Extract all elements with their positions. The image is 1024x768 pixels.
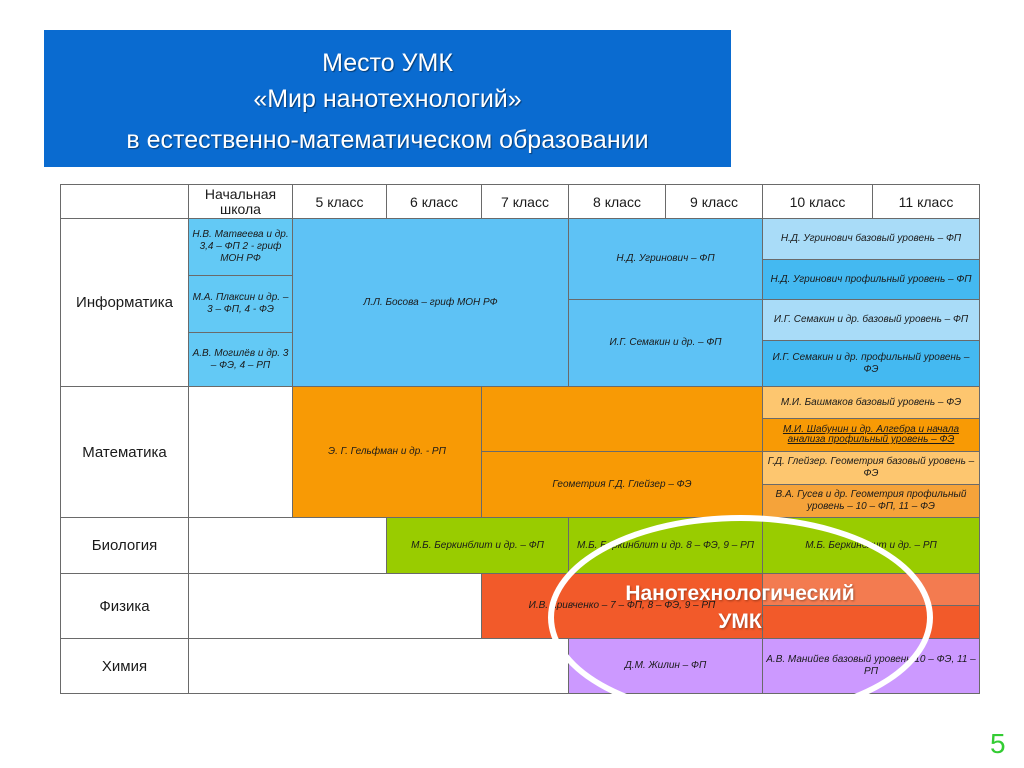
chemistry-zhilin: Д.М. Жилин – ФП bbox=[568, 638, 763, 694]
informatics-semakin-8-9: И.Г. Семакин и др. – ФП bbox=[568, 299, 763, 387]
header-grade-7: 7 класс bbox=[481, 184, 569, 219]
informatics-ugrinovich-8-9: Н.Д. Угринович – ФП bbox=[568, 218, 763, 300]
header-grade-5: 5 класс bbox=[292, 184, 387, 219]
math-bashmakov: М.И. Башмаков базовый уровень – ФЭ bbox=[762, 386, 980, 419]
header-grade-10: 10 класс bbox=[762, 184, 873, 219]
header-grade-11: 11 класс bbox=[872, 184, 980, 219]
title-line-2: «Мир нанотехнологий» bbox=[253, 85, 522, 113]
header-elementary: Начальная школа bbox=[188, 184, 293, 219]
header-corner bbox=[60, 184, 189, 219]
nanotech-label-line-1: Нанотехнологический bbox=[625, 582, 855, 605]
informatics-ugrinovich-profile: Н.Д. Угринович профильный уровень – ФП bbox=[762, 259, 980, 300]
informatics-bosova: Л.Л. Босова – гриф МОН РФ bbox=[292, 218, 569, 387]
physics-empty bbox=[188, 573, 482, 639]
chemistry-maniyev: А.В. Манийев базовый уровень 10 – ФЭ, 11 – РП bbox=[762, 638, 980, 694]
math-7-9-empty bbox=[481, 386, 763, 452]
biology-berkinblit-5-7: М.Б. Беркинблит и др. – ФП bbox=[386, 517, 569, 574]
informatics-matveeva: Н.В. Матвеева и др. 3,4 – ФП 2 - гриф МОН РФ bbox=[188, 218, 293, 276]
chemistry-empty bbox=[188, 638, 569, 694]
math-elementary-empty bbox=[188, 386, 293, 518]
biology-berkinblit-8-9: М.Б. Беркинблит и др. 8 – ФЭ, 9 – РП bbox=[568, 517, 763, 574]
physics-krivchenko: И.В. Кривченко – 7 – ФП, 8 – ФЭ, 9 – РП bbox=[481, 573, 763, 639]
biology-empty bbox=[188, 517, 387, 574]
subject-physics: Физика bbox=[60, 573, 189, 639]
subject-chemistry: Химия bbox=[60, 638, 189, 694]
nanotech-label-line-2: УМК bbox=[718, 610, 762, 633]
page-number: 5 bbox=[990, 728, 1006, 759]
math-gusev: В.А. Гусев и др. Геометрия профильный уровень – 10 – ФП, 11 – ФЭ bbox=[762, 484, 980, 518]
math-gelfman: Э. Г. Гельфман и др. - РП bbox=[292, 386, 482, 518]
slide-title bbox=[44, 30, 731, 167]
biology-berkinblit-10-11: М.Б. Беркинблит и др. – РП bbox=[762, 517, 980, 574]
math-geometry-glazer: Геометрия Г.Д. Глейзер – ФЭ bbox=[481, 451, 763, 518]
subject-informatics: Информатика bbox=[60, 218, 189, 387]
informatics-plaksin: М.А. Плаксин и др. – 3 – ФП, 4 - ФЭ bbox=[188, 275, 293, 333]
header-grade-9: 9 класс bbox=[665, 184, 763, 219]
informatics-semakin-profile: И.Г. Семакин и др. профильный уровень – ФЭ bbox=[762, 340, 980, 387]
informatics-mogilev: А.В. Могилёв и др. 3 – ФЭ, 4 – РП bbox=[188, 332, 293, 387]
math-shabunin: М.И. Шабунин и др. Алгебра и начала анализа профильный уровень – ФЭ bbox=[762, 418, 980, 452]
informatics-semakin-basic: И.Г. Семакин и др. базовый уровень – ФП bbox=[762, 299, 980, 341]
title-line-3: в естественно-математическом образовании bbox=[126, 126, 649, 154]
subject-biology: Биология bbox=[60, 517, 189, 574]
header-grade-8: 8 класс bbox=[568, 184, 666, 219]
title-line-1: Место УМК bbox=[322, 49, 453, 77]
math-glazer-geometry: Г.Д. Глейзер. Геометрия базовый уровень – ФЭ bbox=[762, 451, 980, 485]
header-grade-6: 6 класс bbox=[386, 184, 482, 219]
subject-math: Математика bbox=[60, 386, 189, 518]
informatics-ugrinovich-basic: Н.Д. Угринович базовый уровень – ФП bbox=[762, 218, 980, 260]
nanotech-label bbox=[560, 580, 920, 636]
